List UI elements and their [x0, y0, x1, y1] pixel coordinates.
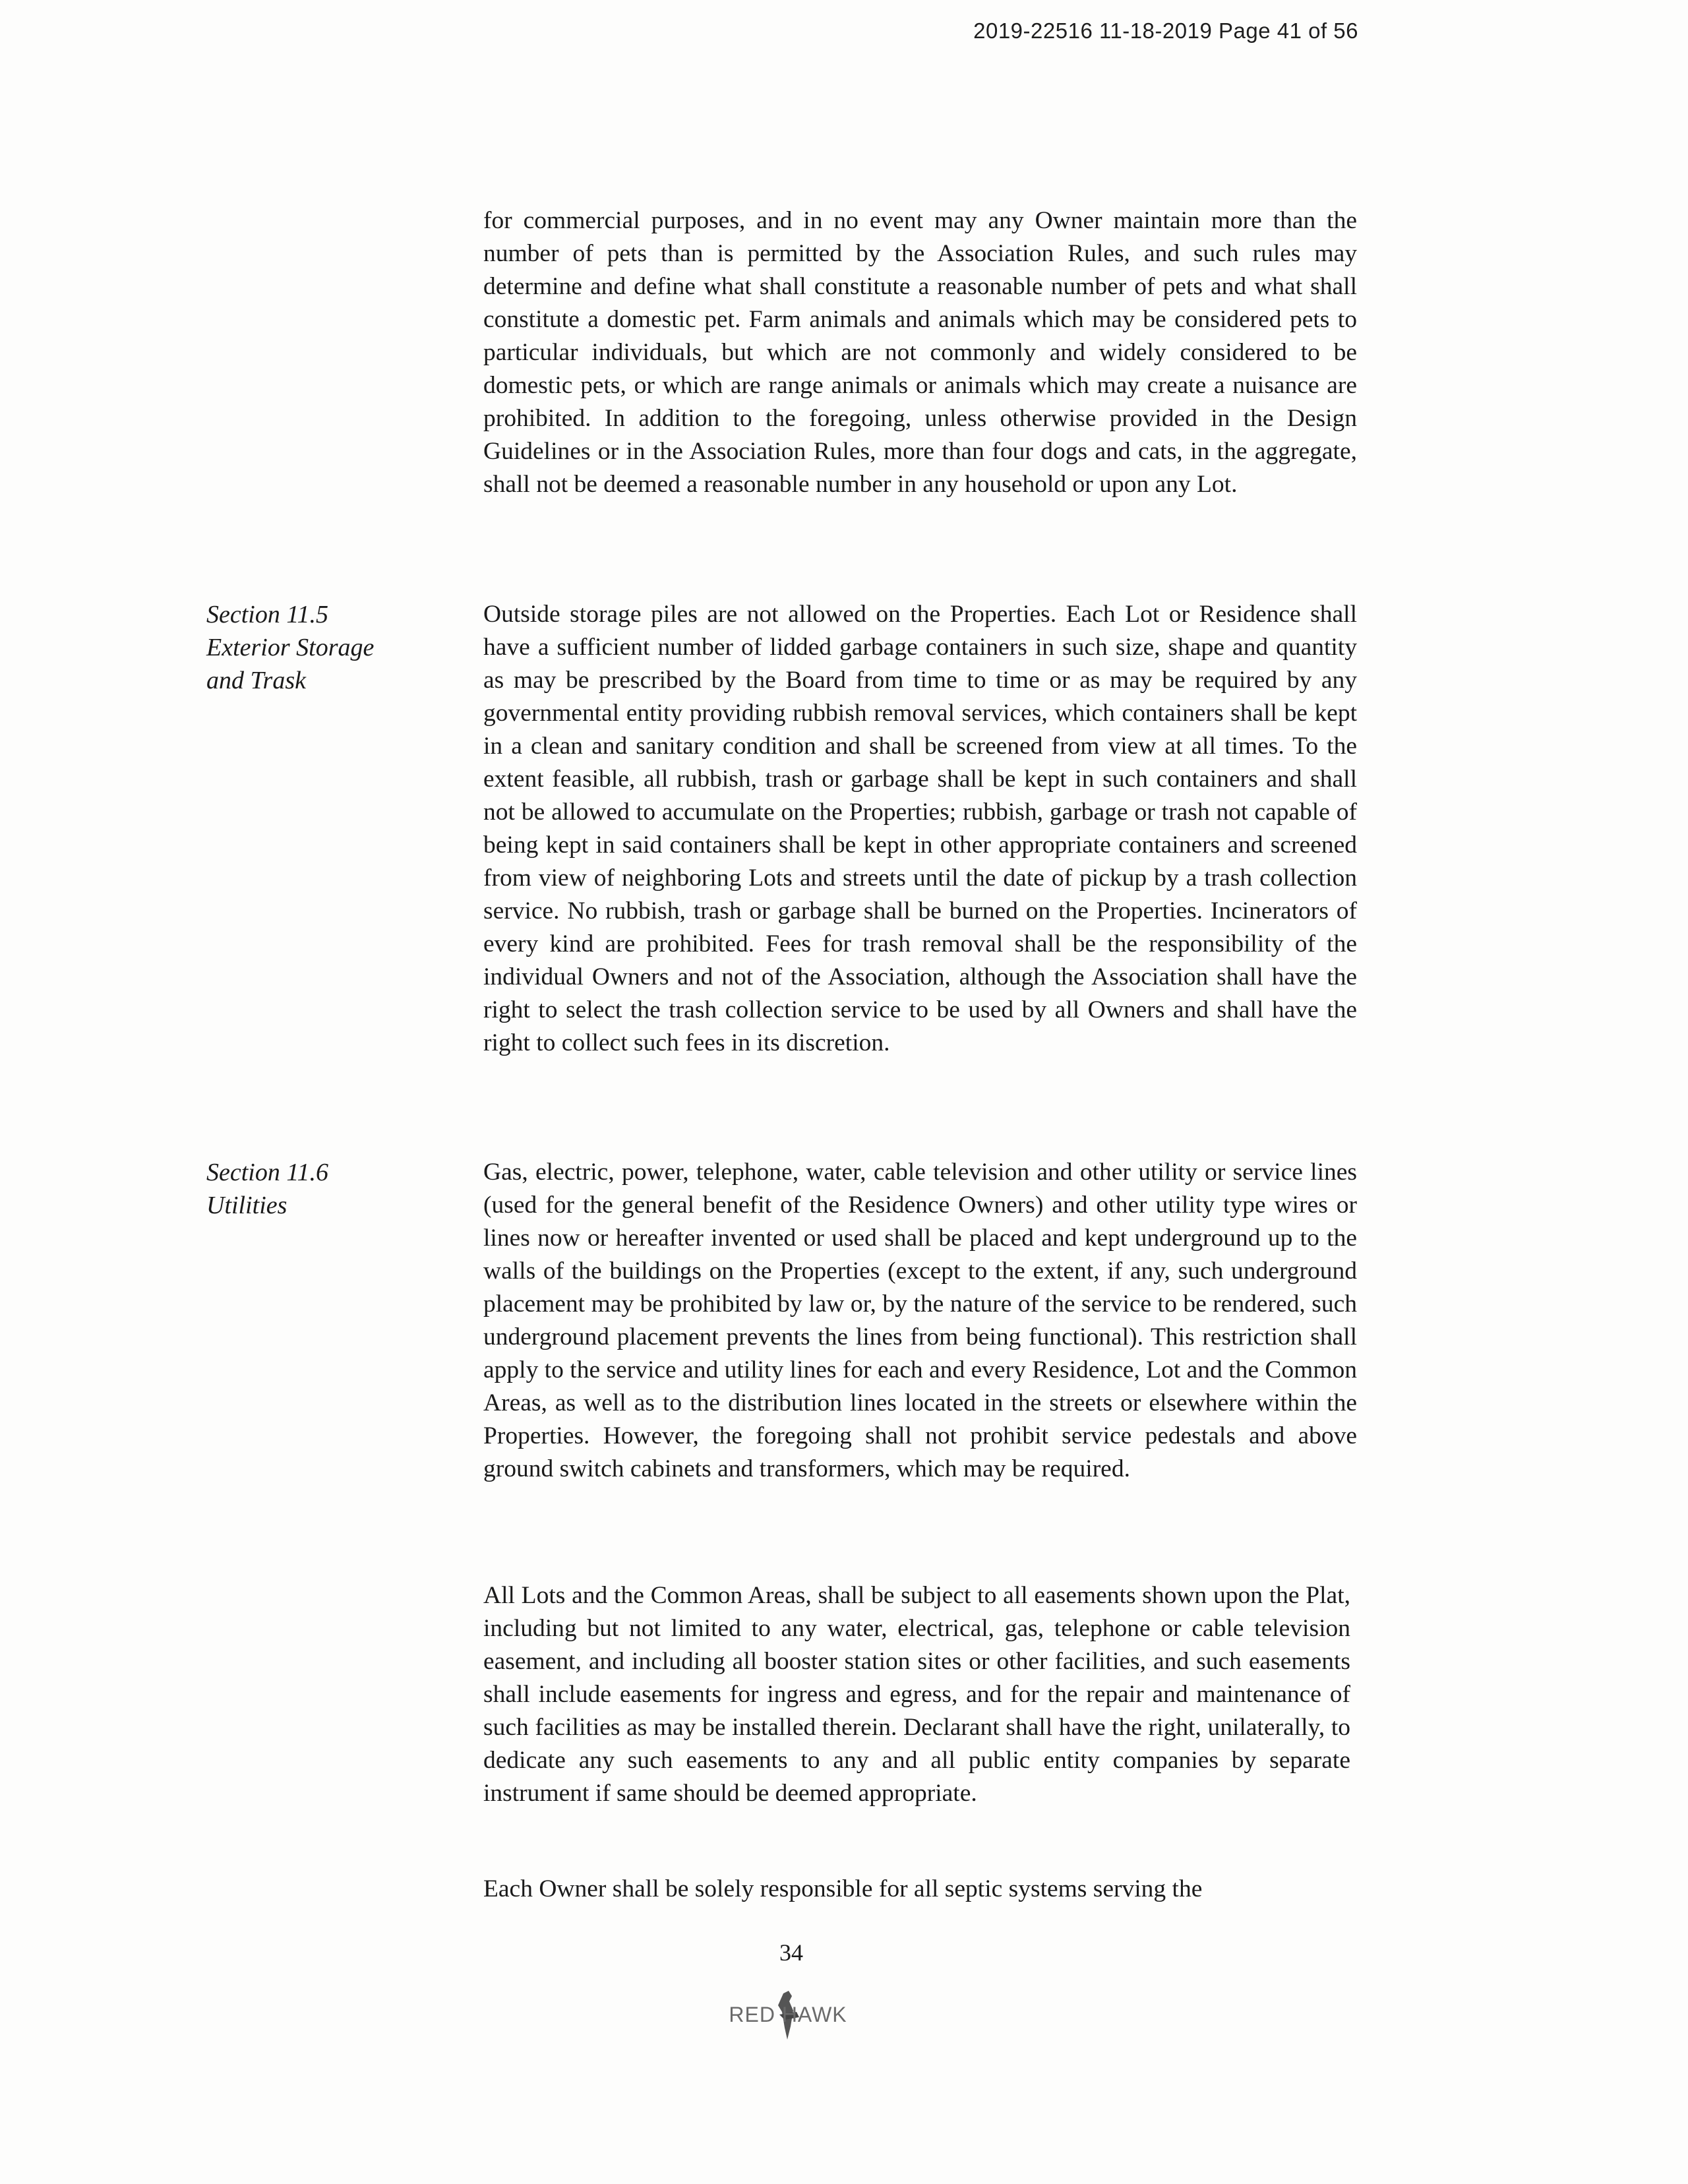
- section-title-continued: and Trask: [206, 667, 306, 694]
- logo-text: RED HAWK: [729, 2003, 847, 2026]
- section-title: Utilities: [206, 1192, 287, 1219]
- recording-stamp: 2019-22516 11-18-2019 Page 41 of 56: [973, 18, 1358, 43]
- section-11-6-heading: [206, 1156, 328, 1222]
- page-number: 34: [779, 1939, 803, 1966]
- paragraph-easements: All Lots and the Common Areas, shall be subject to all easements shown upon the Plat, including but not limited to any water, electrical, gas, telephone or cable television easement, and including all booster station sites or other facilities, and such easements shall include easements for ingress and egress, and for the repair and maintenance of such facilities as may be installed therein. Declarant shall have the right, unilaterally, to dedicate any such easements to any and all public entity companies by separate instrument if same should be deemed appropriate.: [483, 1582, 1350, 1807]
- section-11-5-heading: [206, 598, 374, 697]
- section-number: Section 11.6: [206, 1159, 329, 1186]
- section-title: Exterior Storage: [206, 634, 375, 661]
- red-hawk-logo: [706, 1988, 870, 2048]
- paragraph-pets: for commercial purposes, and in no event may any Owner maintain more than the number of pets than is permitted by the Association Rules, and such rules may determine and define what shall constitute a reasonable number of pets and what shall constitute a domestic pet. Farm animals and animals which may be considered pets to particular individuals, but which are not commonly and widely considered to be domestic pets, or which are range animals or animals which may create a nuisance are prohibited. In addition to the foregoing, unless otherwise provided in the Design Guidelines or in the Association Rules, more than four dogs and cats, in the aggregate, shall not be deemed a reasonable number in any household or upon any Lot.: [483, 207, 1357, 498]
- paragraph-utilities: Gas, electric, power, telephone, water, cable television and other utility or service lines (used for the general benefit of the Residence Owners) and other utility type wires or lines now or hereafter invented or used shall be placed and kept underground up to the walls of the buildings on the Properties (except to the extent, if any, such underground placement may be prohibited by law or, by the nature of the service to be rendered, such underground placement prevents the lines from being functional). This restriction shall apply to the service and utility lines for each and every Residence, Lot and the Common Areas, as well as to the distribution lines located in the streets or elsewhere within the Properties. However, the foregoing shall not prohibit service pedestals and above ground switch cabinets and transformers, which may be required.: [483, 1159, 1357, 1482]
- paragraph-exterior-storage: Outside storage piles are not allowed on the Properties. Each Lot or Residence shall have a sufficient number of lidded garbage containers in such size, shape and quantity as may be prescribed by the Board from time to time or as may be required by any governmental entity providing rubbish removal services, which containers shall be kept in a clean and sanitary condition and shall be screened from view at all times. To the extent feasible, all rubbish, trash or garbage shall be kept in such containers and shall not be allowed to accumulate on the Properties; rubbish, garbage or trash not capable of being kept in said containers shall be kept in other appropriate containers and screened from view of neighboring Lots and streets until the date of pickup by a trash collection service. No rubbish, trash or garbage shall be burned on the Properties. Incinerators of every kind are prohibited. Fees for trash removal shall be the responsibility of the individual Owners and not of the Association, although the Association shall have the right to select the trash collection service to be used by all Owners and shall have the right to collect such fees in its discretion.: [483, 601, 1357, 1056]
- section-number: Section 11.5: [206, 601, 329, 628]
- paragraph-septic: Each Owner shall be solely responsible for all septic systems serving the: [483, 1875, 1203, 1902]
